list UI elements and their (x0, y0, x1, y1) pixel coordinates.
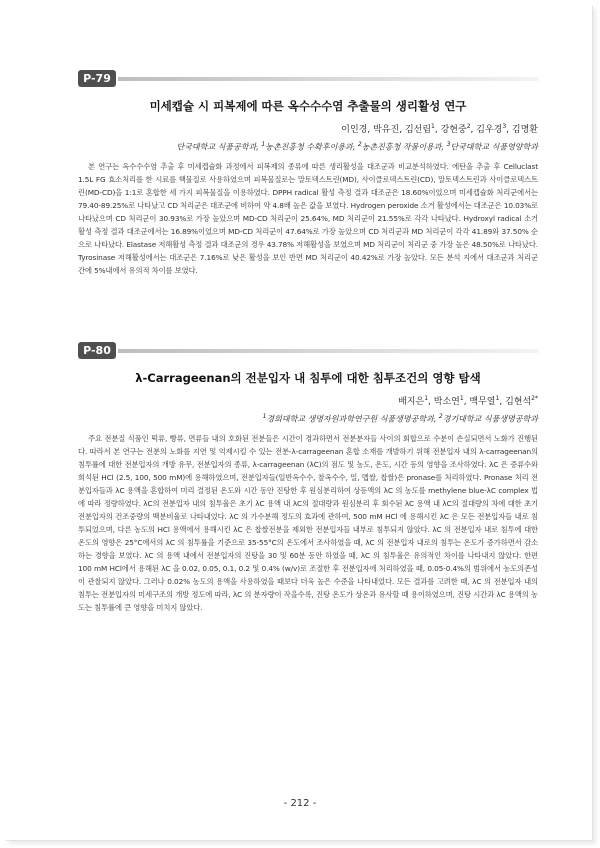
affiliations: 단국대학교 식품공학과, $^1$농촌진흥청 수확후이용과, $^2$농촌진흥청 작물이용과, $^3$단국대학교 식품영양학과 (176, 141, 538, 152)
author: 김선림$^1$ (404, 123, 435, 135)
author: 이인경 (341, 125, 368, 135)
author: 김현석$^{2*}$ (505, 395, 538, 407)
abstract-title: 미세캡슐 시 피복제에 따른 옥수수수염 추출물의 생리활성 연구 (149, 99, 467, 113)
section-header (78, 70, 538, 92)
abstract-p79 (78, 70, 538, 284)
abstract-number-badge: P-79 (78, 70, 116, 87)
author: 배지은$^1$ (398, 395, 429, 407)
abstract-body: 주요 전분질 식품인 떡류, 빵류, 면류들 내의 호화된 전분들은 시간이 경과하면서 전분분자들 사이의 회합으로 수분이 손실되면서 노화가 진행된다. 따라서 본 연구는 전분의 노화를 지연 및 억제시킬 수 있는 전분-λ-carrageenan 혼합 소재를 개발하기 위해 전분입자 내의 λ-carrageenan의 침투률에 대한 전분입자의 개방 유무, 전분입자의 종류, λ-carrageenan (λC)의 점도 및 농도, 온도, 시간 등의 영향을 조사하였다. λC 은 증류수와 희석된 HCl (2.5, 100, 500 mM)에 용해하였으며, 전분입자들(일반옥수수, 찰옥수수, 밀, 멥쌀, 찹쌀)은 pronase를 처리하였다. Pronase 처리 전분입자들과 λC 용액을 혼합하여 미리 결정된 온도와 시간 동안 진탕한 후 원심분리하여 상등액의 λC 의 농도를 methylene blue-λC complex 법에 따라 정량하였다. λC의 전분입자 내의 침투율은 초기 λC 용액 내 λC의 절대량과 원심분리 후 회수된 λC 용액 내 λC의 절대량의 차에 대한 초기 전분입자의 건조중량의 백분비율로 나타내었다. λC 의 가수분해 정도의 효과에 관하여, 500 mM HCl 에 용해시킨 λC 은 모든 전분입자들 내로 침투되었으며, 다른 농도의 HCl 용액에서 용해시킨 λC 은 찹쌀전분을 제외한 전분입자들 내부로 침투되지 않았다. λC 의 전분입자 내로 침투에 대한 온도의 영향은 25°C에서의 λC 의 침투률을 기준으로 35-55°C의 온도에서 조사하였을 때, λC 의 전분입자 내로의 침투는 온도가 증가하면서 감소하는 경향을 보였다. λC 의 용액 내에서 전분입자의 진탕을 30 및 60분 동안 하였을 때, λC 의 침투율은 유의적인 차이를 나타내지 않았다. 한편 100 mM HCl에서 용해된 λC 을 0.02, 0.05, 0.1, 0.2 및 0.4% (w/v)로 조절한 후 전분입자에 처리하였을 때, 0.05-0.4%의 범위에서 농도의존성이 관찰되지 않았다. 그러나 0.02% 농도의 용액을 사용하였을 때보다 더욱 높은 수준을 나타내었다. 모든 결과를 고려한 때, λC 의 전분입자 내의 침투는 전분입자의 미세구조의 개방 정도에 따라, λC 의 분자량이 작을수록, 진탕 온도가 상온과 유사할 때 용이하였으며, 진탕 시간과 λC 용액의 농도는 침투률에 큰 영향을 미치지 않았다. (78, 433, 538, 612)
author: 박유진 (373, 125, 400, 135)
section-header (78, 342, 538, 364)
abstract-body: 본 연구는 옥수수수염 추출 후 미세캡슐화 과정에서 피복제의 종류에 따른 생리활성을 대조군과 비교분석하였다. 에탄올 추출 후 Celluclast 1.5L FG 효소처리를 한 시료를 핵물질로 사용하였으며 피복물질로는 말토덱스트린(MD), 사이클로덱스트린(CD), 말토덱스트린과 사이클로덱스트린(MD-CD)을 1:1로 혼합한 세 가지 피복물질을 이용하였다. DPPH radical 활성 측정 결과 대조군은 18.60%이었으며 미세캡슐화 처리군에서는 79.40-89.25%로 나타났고 CD 처리군은 대조군에 비하여 약 4.8배 높은 값을 보였다. Hydrogen peroxide 소거 활성에서는 대조군은 10.03%로 나타났으며 CD 처리군이 30.93%로 가장 높았으며 MD-CD 처리군이 25.64%, MD 처리군이 21.55%로 각각 나타났다. Hydroxyl radical 소거활성 측정 결과 대조군에서는 16.89%이었으며 MD-CD 처리군이 47.64%로 가장 높았으며 CD 처리군과 MD 처리군이 각각 41.89와 37.50% 순으로 나타났다. Elastase 저해활성 측정 결과 대조군의 경우 43.78% 저해활성을 보였으며 MD 처리군이 처리군 중 가장 높은 48.50%로 나타났다. Tyrosinase 저해활성에서는 대조군은 7.16%로 낮은 활성을 보인 반면 MD 처리군이 40.42%로 가장 높았다. 모든 분석 지에서 대조군과 처리군 간에 5%내에서 유의적 차이를 보였다. (78, 161, 538, 275)
abstract-p80 (78, 342, 538, 621)
author: 김명환 (511, 125, 538, 135)
page-number: - 212 - (283, 798, 317, 809)
header-rule (118, 349, 538, 353)
author-list: 이인경, 박유진, 김선림$^1$, 강현중$^2$, 김우경$^3$, 김명환 (341, 123, 538, 135)
header-rule (118, 77, 538, 81)
author: 강현중$^2$ (440, 123, 471, 135)
author-list: 배지은$^1$, 박소연$^1$, 백무열$^1$, 김현석$^{2*}$ (398, 395, 538, 407)
abstract-title: λ-Carrageenan의 전분입자 내 침투에 대한 침투조건의 영향 탐색 (135, 371, 481, 385)
abstract-number-badge: P-80 (78, 342, 116, 359)
affiliations: $^1$경희대학교 생명자원과학연구원 식품생명공학과, $^2$경기대학교 식품생명공학과 (262, 413, 538, 424)
author: 백무열$^1$ (469, 395, 500, 407)
author: 김우경$^3$ (476, 123, 507, 135)
author: 박소연$^1$ (433, 395, 464, 407)
